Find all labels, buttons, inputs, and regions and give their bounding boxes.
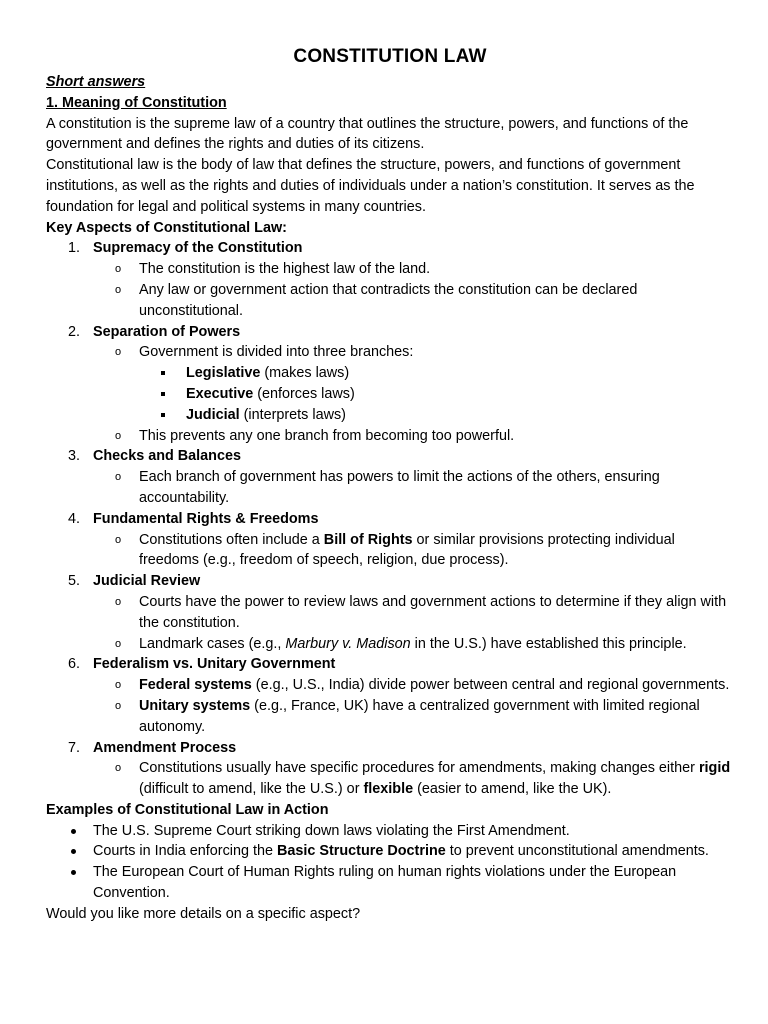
aspect-item: [46, 571, 734, 654]
bullet-dot-icon: [71, 870, 76, 875]
aspect-points: [93, 758, 734, 800]
point-text-pre: Constitutions often include a: [139, 531, 324, 548]
branch-name: Executive: [186, 385, 254, 402]
aspect-points: [93, 259, 734, 321]
aspect-point: [93, 280, 734, 322]
examples-list: [46, 821, 734, 904]
aspect-number: 7.: [68, 739, 81, 756]
flexible-term: flexible: [363, 781, 414, 798]
point-text: Each branch of government has powers to limit the actions of the others, ensuring accountability.: [139, 469, 660, 506]
point-text-post: or similar provisions protecting individual freedoms (e.g., freedom of speech, religion, due process).: [139, 531, 675, 569]
aspect-title: Amendment Process: [93, 739, 237, 756]
aspect-title: Fundamental Rights & Freedoms: [93, 510, 319, 527]
example-item: [46, 862, 734, 904]
aspect-point: [93, 342, 734, 425]
example-text-pre: Courts in India enforcing the: [93, 843, 277, 860]
point-text-post: in the U.S.) have established this principle.: [410, 635, 687, 652]
closing-question: Would you like more details on a specific aspect?: [46, 905, 361, 922]
circle-bullet-icon: o: [115, 595, 122, 608]
aspect-title: Separation of Powers: [93, 323, 241, 340]
aspect-item: [46, 654, 734, 737]
bill-of-rights-term: Bill of Rights: [323, 531, 413, 548]
square-bullet-icon: [161, 371, 165, 375]
point-text: Any law or government action that contradicts the constitution can be declared unconstitutional.: [139, 281, 638, 319]
circle-bullet-icon: o: [115, 762, 122, 775]
branch-item: [139, 384, 734, 405]
bullet-dot-icon: [71, 829, 76, 834]
aspect-point: [93, 675, 734, 696]
aspect-point: [93, 530, 734, 572]
aspect-title: Judicial Review: [93, 573, 201, 590]
circle-bullet-icon: o: [115, 263, 122, 276]
basic-structure-term: Basic Structure Doctrine: [277, 843, 446, 860]
aspect-points: [93, 592, 734, 654]
circle-bullet-icon: o: [115, 471, 122, 484]
square-bullet-icon: [161, 413, 165, 417]
point-text-b: (difficult to amend, like the U.S.) or: [139, 781, 364, 798]
aspect-item: [46, 238, 734, 321]
aspect-number: 3.: [68, 448, 81, 465]
bullet-dot-icon: [71, 849, 76, 854]
aspect-point: [93, 467, 734, 509]
aspect-point: [93, 426, 734, 447]
circle-bullet-icon: o: [115, 637, 122, 650]
aspect-title: Checks and Balances: [93, 448, 241, 465]
point-text-c: (easier to amend, like the UK).: [413, 781, 612, 798]
aspect-points: [93, 530, 734, 572]
aspect-item: [46, 738, 734, 800]
circle-bullet-icon: o: [115, 283, 122, 296]
short-answers-heading: Short answers: [46, 74, 146, 90]
branch-name: Judicial: [186, 406, 240, 423]
circle-bullet-icon: o: [115, 346, 122, 359]
key-aspects-list: [46, 238, 734, 800]
example-item: [46, 841, 734, 862]
aspect-points: [93, 675, 734, 737]
branch-item: [139, 405, 734, 426]
branch-name: Legislative: [186, 365, 261, 382]
aspect-points: [93, 467, 734, 509]
key-aspects-heading: Key Aspects of Constitutional Law:: [46, 219, 287, 236]
circle-bullet-icon: o: [115, 699, 122, 712]
aspect-number: 2.: [68, 323, 81, 340]
branch-item: [139, 363, 734, 384]
branch-desc: (interprets laws): [239, 406, 346, 423]
point-text: Government is divided into three branches:: [139, 344, 414, 361]
aspect-number: 4.: [68, 510, 81, 527]
point-text: This prevents any one branch from becoming too powerful.: [139, 427, 515, 444]
point-text-a: Constitutions usually have specific procedures for amendments, making changes either: [139, 760, 699, 777]
aspect-point: [93, 696, 734, 738]
square-bullet-icon: [161, 392, 165, 396]
point-text-post: (e.g., France, UK) have a centralized government with limited regional autonomy.: [139, 697, 700, 735]
circle-bullet-icon: o: [115, 429, 122, 442]
page-title: CONSTITUTION LAW: [293, 46, 487, 67]
aspect-item: [46, 322, 734, 447]
aspect-title: Federalism vs. Unitary Government: [93, 656, 336, 673]
point-text-pre: Landmark cases (e.g.,: [139, 635, 286, 652]
point-text: Courts have the power to review laws and government actions to determine if they align with the constitution.: [139, 593, 727, 631]
point-text: The constitution is the highest law of the land.: [139, 261, 431, 278]
aspect-point: [93, 758, 734, 800]
examples-heading: Examples of Constitutional Law in Action: [46, 801, 329, 818]
aspect-point: [93, 634, 734, 655]
aspect-item: [46, 509, 734, 571]
federal-systems-term: Federal systems: [139, 677, 252, 694]
branch-list: [139, 363, 734, 425]
aspect-point: [93, 592, 734, 634]
example-text: The U.S. Supreme Court striking down laws violating the First Amendment.: [93, 822, 570, 839]
aspect-title: Supremacy of the Constitution: [93, 240, 303, 257]
case-name: Marbury v. Madison: [285, 635, 411, 652]
aspect-item: [46, 446, 734, 508]
aspect-points: [93, 342, 734, 446]
meaning-paragraph-2: Constitutional law is the body of law that defines the structure, powers, and functions of government institutions, as well as the rights and duties of individuals under a nation’s constitution. It serves as the foundation for legal and political systems in many countries.: [46, 157, 695, 215]
branch-desc: (enforces laws): [253, 385, 355, 402]
aspect-point: [93, 259, 734, 280]
example-text: The European Court of Human Rights ruling on human rights violations under the European Convention.: [93, 864, 677, 902]
aspect-number: 1.: [68, 240, 81, 257]
branch-desc: (makes laws): [260, 365, 350, 382]
aspect-number: 6.: [68, 656, 81, 673]
meaning-heading: 1. Meaning of Constitution: [46, 94, 227, 111]
meaning-paragraph-1: A constitution is the supreme law of a country that outlines the structure, powers, and functions of the government and defines the rights and duties of its citizens.: [46, 115, 689, 153]
aspect-number: 5.: [68, 573, 81, 590]
rigid-term: rigid: [698, 760, 731, 777]
unitary-systems-term: Unitary systems: [139, 697, 251, 714]
example-item: [46, 821, 734, 842]
example-text-post: to prevent unconstitutional amendments.: [445, 843, 709, 860]
circle-bullet-icon: o: [115, 533, 122, 546]
circle-bullet-icon: o: [115, 679, 122, 692]
point-text-post: (e.g., U.S., India) divide power between central and regional governments.: [251, 677, 730, 694]
